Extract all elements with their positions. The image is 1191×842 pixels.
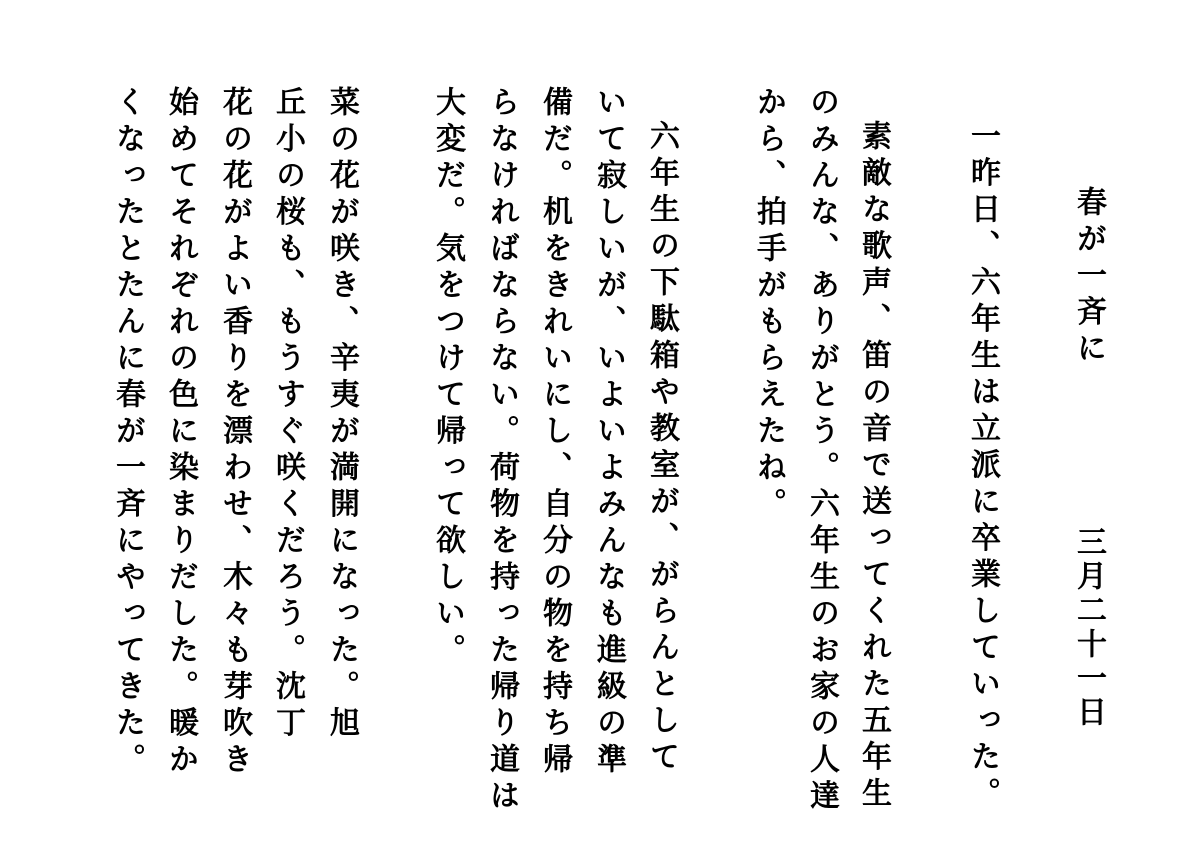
paragraph-line: くなったとたんに春が一斉にやってきた。	[110, 86, 145, 780]
document-title: 春が一斉に	[1071, 186, 1106, 369]
paragraph-line: から、拍手がもらえたね。	[751, 86, 786, 524]
paragraph-line: 始めてそれぞれの色に染まりだした。暖か	[163, 86, 198, 780]
paragraph-line: 大変だ。気をつけて帰って欲しい。	[430, 86, 465, 670]
paragraph-line: 菜の花が咲き、辛夷が満開になった。旭	[324, 86, 359, 743]
paragraph-line: 一昨日、六年生は立派に卒業していった。	[965, 120, 1000, 814]
paragraph-line: 花の花がよい香りを漂わせ、木々も芽吹き	[217, 86, 252, 780]
paragraph-line: いて寂しいが、いよいよみんなも進級の準	[591, 86, 626, 780]
paragraph-line: 備だ。机をきれいにし、自分の物を持ち帰	[537, 86, 572, 780]
paragraph-line: 素敵な歌声、笛の音で送ってくれた五年生	[856, 120, 891, 814]
paragraph-line: 丘小の桜も、もうすぐ咲くだろう。沈丁	[270, 86, 305, 743]
paragraph-line: らなければならない。荷物を持った帰り道は	[484, 86, 519, 816]
paragraph-line: のみんな、ありがとう。六年生のお家の人達	[804, 86, 839, 816]
paragraph-line: 六年生の下駄箱や教室が、がらんとして	[644, 120, 679, 777]
document-date: 三月二十一日	[1071, 526, 1106, 730]
